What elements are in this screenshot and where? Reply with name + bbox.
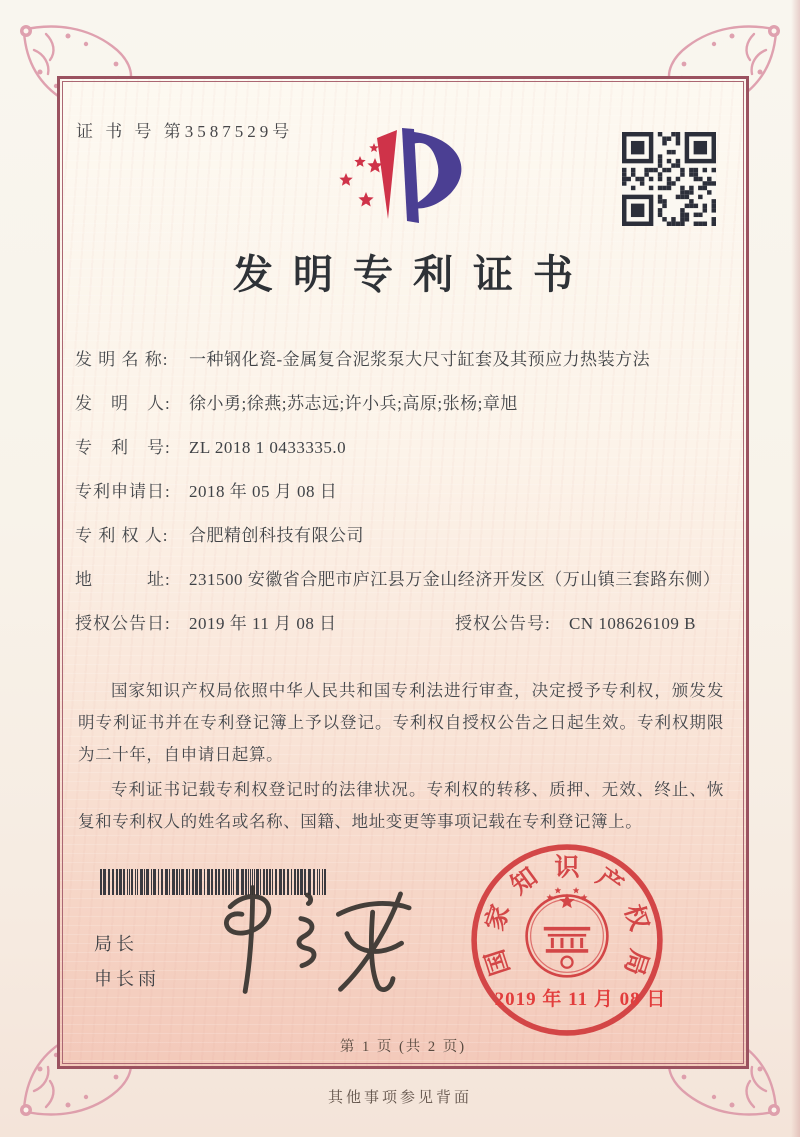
svg-text:知: 知 bbox=[505, 862, 543, 901]
svg-text:局: 局 bbox=[618, 946, 654, 979]
field-label: 发 明 人: bbox=[75, 394, 171, 413]
field-label: 发 明 名 称: bbox=[75, 350, 169, 369]
certificate-frame bbox=[57, 76, 749, 1069]
legal-paragraph-2: 专利证书记载专利权登记时的法律状况。专利权的转移、质押、无效、终止、恢复和专利权人的姓名或名称、国籍、地址变更等事项记载在专利登记簿上。 bbox=[78, 780, 724, 831]
field-value: CN 108626109 B bbox=[569, 614, 696, 633]
field-patent-number bbox=[75, 435, 723, 461]
seal-date: 2019 年 11 月 08 日 bbox=[494, 989, 667, 1010]
logo-stars bbox=[339, 143, 382, 207]
field-invention-name bbox=[75, 347, 723, 373]
page-indicator: 第 1 页 (共 2 页) bbox=[339, 1039, 467, 1055]
field-value: 231500 安徽省合肥市庐江县万金山经济开发区（万山镇三套路东侧） bbox=[189, 570, 721, 589]
national-emblem bbox=[527, 887, 608, 976]
logo-red-wedge bbox=[377, 130, 397, 219]
svg-text:识: 识 bbox=[554, 853, 580, 882]
signer-name: 申长雨 bbox=[94, 969, 160, 989]
field-label: 地 址: bbox=[75, 570, 171, 589]
qr-code bbox=[622, 132, 716, 226]
field-value: 徐小勇;徐燕;苏志远;许小兵;高原;张杨;章旭 bbox=[189, 394, 518, 413]
svg-text:家: 家 bbox=[480, 901, 516, 934]
svg-text:国: 国 bbox=[480, 946, 516, 979]
field-grant-row bbox=[75, 611, 723, 637]
back-note: 其他事项参见背面 bbox=[327, 1090, 472, 1106]
cnipa-logo-icon bbox=[330, 116, 495, 241]
grant-date-pair bbox=[75, 611, 337, 637]
field-value: 一种钢化瓷-金属复合泥浆泵大尺寸缸套及其预应力热装方法 bbox=[189, 350, 651, 369]
field-patentee bbox=[75, 523, 723, 549]
field-value: 2019 年 11 月 08 日 bbox=[189, 614, 337, 633]
field-label: 专 利 权 人: bbox=[75, 526, 169, 545]
legal-text bbox=[78, 675, 724, 841]
legal-paragraph-1: 国家知识产权局依照中华人民共和国专利法进行审查，决定授予专利权，颁发发明专利证书并在专利登记簿上予以登记。专利权自授权公告之日起生效。专利权期限为二十年，自申请日起算。 bbox=[78, 681, 724, 764]
fields-block bbox=[75, 347, 723, 637]
signer-block bbox=[94, 927, 160, 997]
grant-number-pair bbox=[455, 611, 696, 637]
signer-title: 局长 bbox=[94, 934, 138, 954]
field-value: ZL 2018 1 0433335.0 bbox=[189, 438, 347, 457]
field-label: 专利申请日: bbox=[75, 482, 171, 501]
field-value: 合肥精创科技有限公司 bbox=[189, 526, 364, 545]
field-inventors bbox=[75, 391, 723, 417]
field-label: 授权公告日: bbox=[75, 614, 171, 633]
field-label: 专 利 号: bbox=[75, 438, 171, 457]
certificate-number: 证 书 号 第3587529号 bbox=[76, 122, 294, 141]
field-application-date bbox=[75, 479, 723, 505]
svg-text:权: 权 bbox=[618, 901, 654, 934]
field-value: 2018 年 05 月 08 日 bbox=[189, 482, 338, 501]
signature-autograph bbox=[198, 881, 423, 999]
svg-text:产: 产 bbox=[591, 862, 629, 901]
certificate-title: 发明专利证书 bbox=[233, 252, 593, 297]
field-address bbox=[75, 567, 723, 593]
field-label: 授权公告号: bbox=[455, 614, 551, 633]
